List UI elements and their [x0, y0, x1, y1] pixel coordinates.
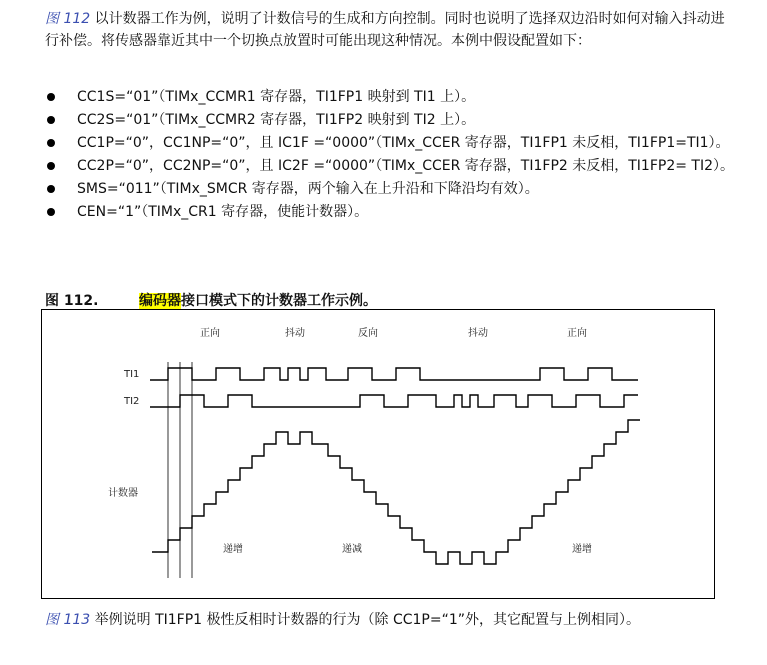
list-item: SMS=“011”（TIMx_SMCR 寄存器，两个输入在上升沿和下降沿均有效）。 — [45, 178, 735, 200]
timing-diagram-frame — [41, 309, 715, 599]
ti2-label: TI2 — [124, 396, 140, 407]
list-item: CEN=“1”（TIMx_CR1 寄存器，使能计数器）。 — [45, 201, 735, 223]
list-item: CC2P=“0”，CC2NP=“0”，且 IC2F =“0000”（TIMx_CCER 寄存器，TI1FP2 未反相，TI1FP2= TI2）。 — [45, 155, 735, 177]
phase-label: 抖动 — [468, 328, 488, 339]
figure-ref-link[interactable]: 图 112 — [45, 11, 91, 27]
count-direction-label: 递增 — [223, 544, 243, 555]
bullet-icon — [47, 116, 55, 124]
intro-text: 以计数器工作为例，说明了计数信号的生成和方向控制。同时也说明了选择双边沿时如何对输入抖动进行补偿。将传感器靠近其中一个切换点放置时可能出现这种情况。本例中假设配置如下： — [45, 11, 725, 49]
figure-title-text: 接口模式下的计数器工作示例。 — [181, 293, 377, 309]
counter-staircase — [152, 420, 640, 564]
list-item: CC1P=“0”，CC1NP=“0”，且 IC1F =“0000”（TIMx_CCER 寄存器，TI1FP1 未反相，TI1FP1=TI1）。 — [45, 132, 735, 154]
figure-number: 图 112. — [45, 293, 99, 309]
config-list — [45, 86, 735, 224]
phase-label: 抖动 — [285, 328, 305, 339]
ti1-waveform — [150, 368, 638, 380]
ti1-label: TI1 — [124, 369, 140, 380]
footer-paragraph — [45, 609, 735, 631]
ti2-waveform — [150, 395, 638, 407]
phase-label: 反向 — [358, 328, 378, 339]
bullet-icon — [47, 208, 55, 216]
bullet-icon — [47, 93, 55, 101]
intro-paragraph — [45, 8, 735, 52]
phase-label: 正向 — [567, 328, 587, 339]
count-direction-label: 递增 — [572, 544, 592, 555]
figure-ref-link[interactable]: 图 113 — [45, 612, 91, 628]
count-direction-label: 递减 — [342, 544, 362, 555]
counter-label: 计数器 — [108, 488, 138, 499]
footer-text: 举例说明 TI1FP1 极性反相时计数器的行为（除 CC1P=“1”外，其它配置与上例相同）。 — [94, 612, 641, 628]
figure-title-highlight: 编码器 — [139, 293, 181, 309]
bullet-icon — [47, 162, 55, 170]
figure-title — [45, 290, 377, 310]
phase-label: 正向 — [200, 328, 220, 339]
list-item: CC2S=“01”（TIMx_CCMR2 寄存器，TI1FP2 映射到 TI2 上）。 — [45, 109, 735, 131]
bullet-icon — [47, 139, 55, 147]
bullet-icon — [47, 185, 55, 193]
list-item: CC1S=“01”（TIMx_CCMR1 寄存器，TI1FP1 映射到 TI1 上）。 — [45, 86, 735, 108]
timing-diagram — [42, 310, 716, 600]
